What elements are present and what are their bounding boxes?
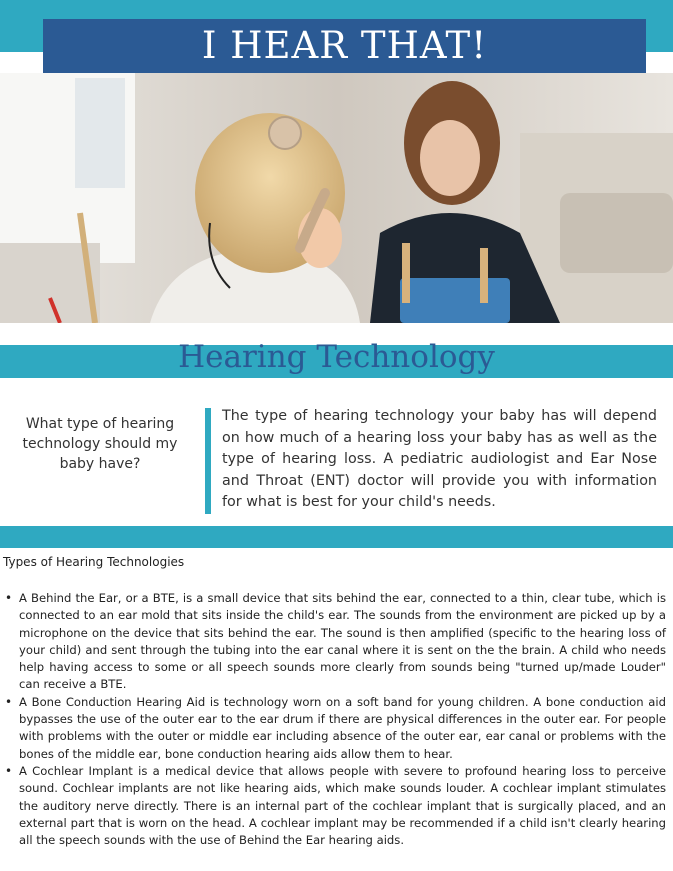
list-item-text: A Behind the Ear, or a BTE, is a small device that sits behind the ear, connected to a thin, clear tube, which is connected to an ear mold that sits inside the child's ear. The sounds from the environment are picked up by a microphone on the device that sits behind the ear. The sound is then amplified (specific to the hearing loss of your child) and sent through the tubing into the ear canal where it is sent on the the brain. A child who needs help having access to some or all speech sounds more clearly from sounds being "turned up/made Louder" can receive a BTE. [19, 591, 666, 692]
list-item-text: A Bone Conduction Hearing Aid is technology worn on a soft band for young children. A bone conduction aid bypasses the use of the outer ear to the ear drum if there are physical differences in the outer ear. For people with problems with the outer or middle ear including absence of the outer ear, ear canal or problems with the bones of the middle ear, bone conduction hearing aids allow them to hear. [19, 694, 666, 761]
bullet-icon: • [5, 694, 13, 709]
bullet-icon: • [5, 763, 13, 778]
list-item [5, 763, 666, 849]
answer-accent-bar [205, 408, 211, 514]
section-title: Hearing Technology [178, 339, 495, 375]
types-heading: Types of Hearing Technologies [3, 555, 185, 569]
bullet-icon: • [5, 591, 13, 605]
intro-question: What type of hearing technology should my baby have? [22, 416, 178, 472]
intro-answer: The type of hearing technology your baby has will depend on how much of a hearing loss your baby has as well as the type of hearing loss. A pediatric audiologist and Ear Nose and Throat (ENT) doctor will provide you with information for what is best for your child's needs. [222, 408, 657, 511]
list-item [5, 694, 666, 763]
list-item-text: A Cochlear Implant is a medical device that allows people with severe to profound hearing loss to perceive sound. Cochlear implants are not like hearing aids, which make sounds louder. A cochlear implant stimulates the auditory nerve directly. There is an internal part of the cochlear implant that is surgically placed, and an external part that is worn on the head. A cochlear implant may be recommended if a child isn't clearly hearing all the speech sounds with the use of Behind the Ear hearing aids. [19, 763, 666, 848]
list-item [5, 590, 666, 694]
hero-photo [0, 73, 673, 323]
types-list [5, 590, 666, 849]
hero-illustration [0, 73, 673, 323]
page-title: I HEAR THAT! [43, 19, 646, 73]
divider-color-band [0, 526, 673, 548]
